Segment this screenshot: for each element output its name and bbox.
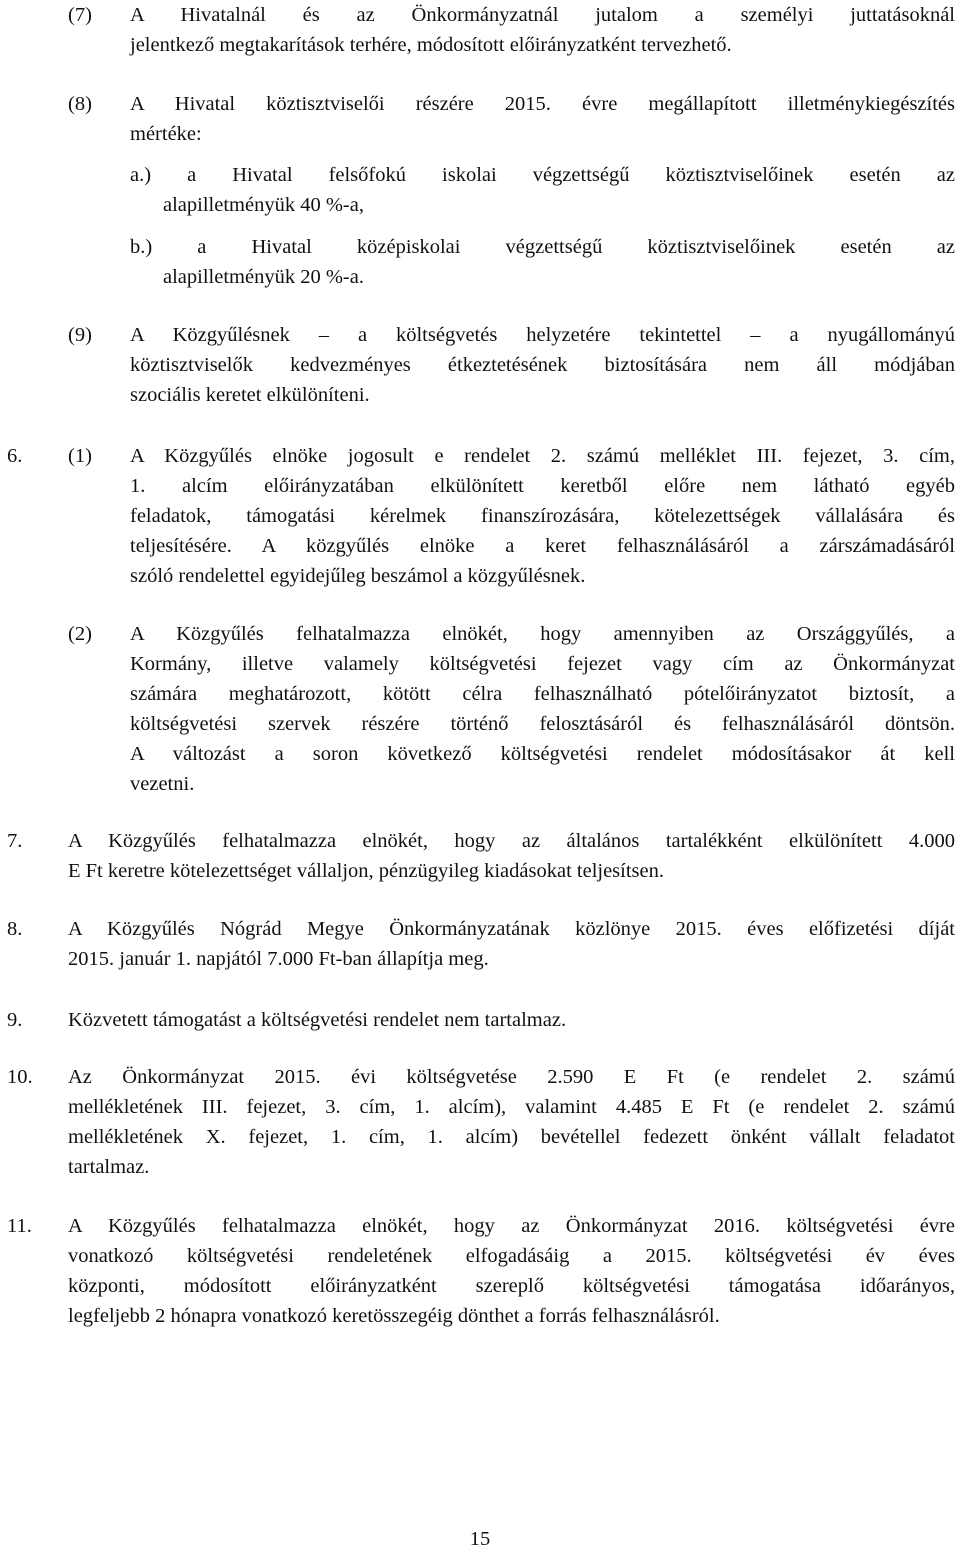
paragraph-number: (2) <box>68 623 92 645</box>
text-line: E Ft keretre kötelezettséget vállaljon, pénzügyileg kiadásokat teljesítsen. <box>68 860 665 882</box>
text-line: Közvetett támogatást a költségvetési rendelet nem tartalmaz. <box>68 1009 567 1031</box>
text-line: A Közgyűlés felhatalmazza elnökét, hogy az Önkormányzat 2016. költségvetési évre <box>68 1215 955 1237</box>
text-line: A Közgyűlés elnöke jogosult e rendelet 2. számú melléklet III. fejezet, 3. cím, <box>130 445 955 467</box>
text-line: köztisztviselők kedvezményes étkeztetésének biztosítására nem áll módjában <box>130 354 955 376</box>
paragraph-number: 7. <box>7 830 23 852</box>
section-number: 6. <box>7 445 23 467</box>
text-line: A Hivatalnál és az Önkormányzatnál jutalom a személyi juttatásoknál <box>130 4 955 26</box>
text-line: b.) a Hivatal középiskolai végzettségű köztisztviselőinek esetén az <box>130 236 955 258</box>
text-line: A változást a soron következő költségvetési rendelet módosításakor át kell <box>130 743 955 765</box>
text-line: mértéke: <box>130 123 202 145</box>
text-line: mellékletének III. fejezet, 3. cím, 1. alcím), valamint 4.485 E Ft (e rendelet 2. számú <box>68 1096 955 1118</box>
paragraph-s11 <box>68 1211 955 1331</box>
text-line: mellékletének X. fejezet, 1. cím, 1. alcím) bevétellel fedezett önként vállalt feladatot <box>68 1126 955 1148</box>
text-line: szóló rendelettel egyidejűleg beszámol a közgyűlésnek. <box>130 565 586 587</box>
text-line: A Közgyűlés felhatalmazza elnökét, hogy az általános tartalékként elkülönített 4.000 <box>68 830 955 852</box>
paragraph-s10 <box>68 1062 955 1182</box>
text-line: jelentkező megtakarítások terhére, módosított előirányzatként tervezhető. <box>130 34 732 56</box>
paragraph-p8 <box>130 89 955 149</box>
paragraph-p7 <box>130 0 955 60</box>
text-line: Kormány, illetve valamely költségvetési fejezet vagy cím az Önkormányzat <box>130 653 955 675</box>
text-line: feladatok, támogatási kérelmek finanszírozására, kötelezettségek vállalására és <box>130 505 955 527</box>
text-line: számára meghatározott, kötött célra felhasználható pótelőirányzatot biztosít, a <box>130 683 955 705</box>
paragraph-number: 9. <box>7 1009 23 1031</box>
text-line: szociális keretet elkülöníteni. <box>130 384 370 406</box>
text-line: 2015. január 1. napjától 7.000 Ft-ban állapítja meg. <box>68 948 489 970</box>
paragraph-number: (7) <box>68 4 92 26</box>
text-line: A Hivatal köztisztviselői részére 2015. évre megállapított illetménykiegészítés <box>130 93 955 115</box>
text-line: A Közgyűlés felhatalmazza elnökét, hogy amennyiben az Országgyűlés, a <box>130 623 955 645</box>
text-line: legfeljebb 2 hónapra vonatkozó keretösszegéig dönthet a forrás felhasználásról. <box>68 1305 720 1327</box>
paragraph-s8 <box>68 914 955 974</box>
paragraph-s9 <box>68 1005 955 1035</box>
paragraph-number: 10. <box>7 1066 33 1088</box>
text-line: 1. alcím előirányzatában elkülönített keretből előre nem látható egyéb <box>130 475 955 497</box>
paragraph-number: 11. <box>7 1215 32 1237</box>
text-line: Az Önkormányzat 2015. évi költségvetése 2.590 E Ft (e rendelet 2. számú <box>68 1066 955 1088</box>
paragraph-number: (1) <box>68 445 92 467</box>
paragraph-s6p2 <box>130 619 955 799</box>
paragraph-s6p1 <box>130 441 955 591</box>
paragraph-number: (9) <box>68 324 92 346</box>
text-line: teljesítésére. A közgyűlés elnöke a keret felhasználásáról a zárszámadásáról <box>130 535 955 557</box>
text-line: a.) a Hivatal felsőfokú iskolai végzettségű köztisztviselőinek esetén az <box>130 164 955 186</box>
text-line: A Közgyűlés Nógrád Megye Önkormányzatának közlönye 2015. éves előfizetési díját <box>68 918 955 940</box>
page-number: 15 <box>469 1528 491 1550</box>
paragraph-p9 <box>130 320 955 410</box>
text-line: költségvetési szervek részére történő felosztásáról és felhasználásáról döntsön. <box>130 713 955 735</box>
paragraph-s7 <box>68 826 955 886</box>
text-line: központi, módosított előirányzatként szereplő költségvetési támogatása időarányos, <box>68 1275 955 1297</box>
text-line: alapilletményük 20 %-a. <box>163 266 364 288</box>
paragraph-p8b <box>130 232 955 292</box>
paragraph-number: (8) <box>68 93 92 115</box>
text-line: vezetni. <box>130 773 195 795</box>
text-line: A Közgyűlésnek – a költségvetés helyzetére tekintettel – a nyugállományú <box>130 324 955 346</box>
paragraph-p8a <box>130 160 955 220</box>
text-line: tartalmaz. <box>68 1156 150 1178</box>
paragraph-number: 8. <box>7 918 23 940</box>
text-line: vonatkozó költségvetési rendeletének elfogadásáig a 2015. költségvetési év éves <box>68 1245 955 1267</box>
text-line: alapilletményük 40 %-a, <box>163 194 364 216</box>
